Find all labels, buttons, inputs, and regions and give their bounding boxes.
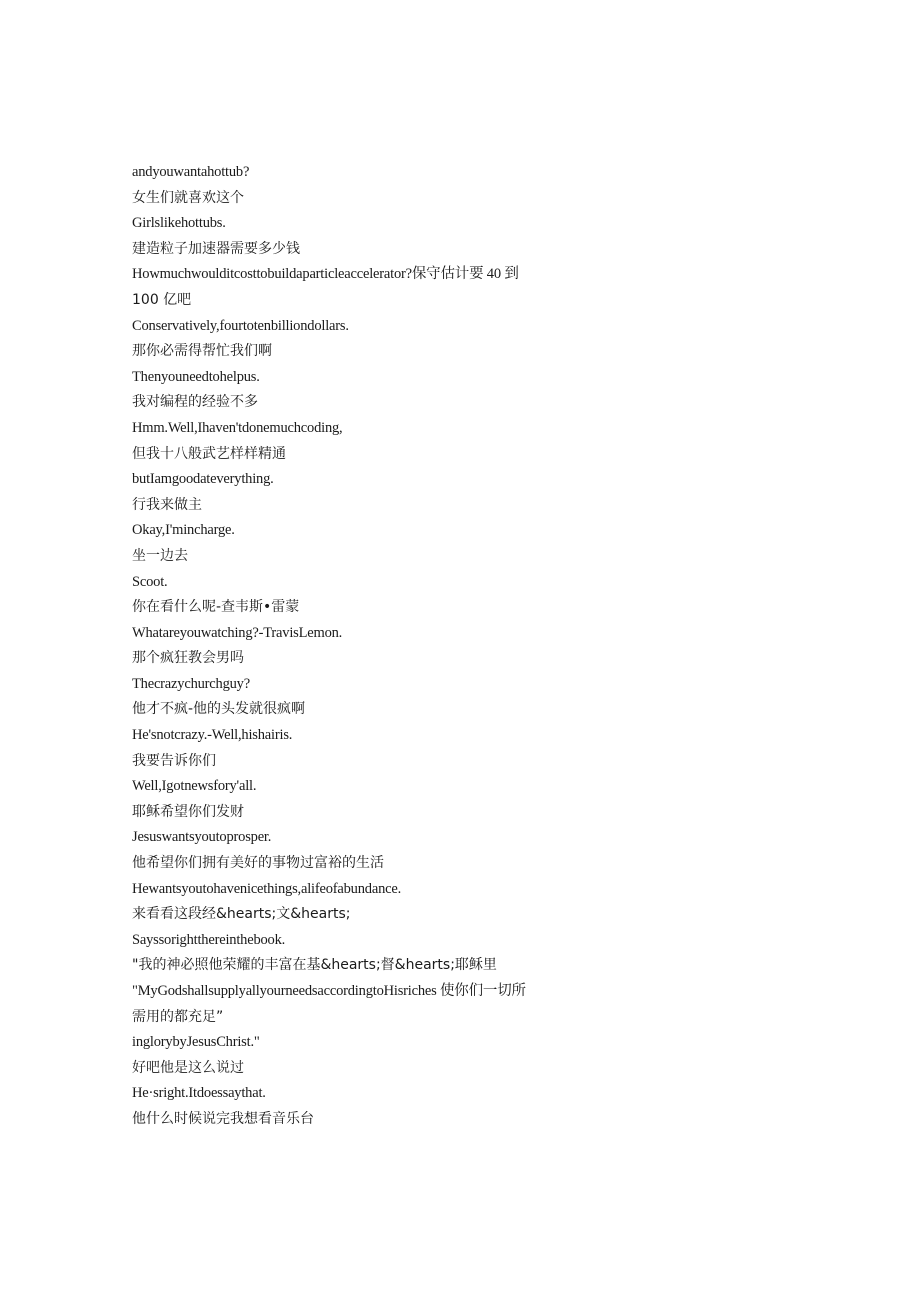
subtitle-line: Thenyouneedtohelpus.	[132, 368, 260, 385]
subtitle-line: 需用的都充足”	[132, 1008, 224, 1025]
subtitle-line: Scoot.	[132, 573, 168, 590]
subtitle-line: 他希望你们拥有美好的事物过富裕的生活	[132, 855, 384, 872]
subtitle-line: 耶稣希望你们发财	[132, 803, 244, 820]
subtitle-line: 坐一边去	[132, 547, 188, 564]
subtitle-line: 好吧他是这么说过	[132, 1059, 244, 1076]
subtitle-line: 我要告诉你们	[132, 752, 216, 769]
subtitle-line: He'snotcrazy.-Well,hishairis.	[132, 727, 293, 744]
subtitle-line: andyouwantahottub?	[132, 164, 250, 180]
subtitle-line: 那你必需得帮忙我们啊	[132, 343, 272, 360]
subtitle-line: 女生们就喜欢这个	[132, 189, 244, 206]
subtitle-line: inglorybyJesusChrist."	[132, 1034, 260, 1051]
subtitle-line: 他什么时候说完我想看音乐台	[132, 1110, 314, 1127]
subtitle-line: Hewantsyoutohavenicethings,alifeofabundance.	[132, 880, 402, 897]
subtitle-line: Conservatively,fourtotenbilliondollars.	[132, 317, 349, 334]
subtitle-line: Jesuswantsyoutoprosper.	[132, 829, 272, 846]
subtitle-line: 他才不疯-他的头发就很疯啊	[132, 701, 306, 718]
subtitle-line: 我对编程的经验不多	[132, 394, 258, 411]
document-body	[132, 160, 602, 1133]
subtitle-line: Howmuchwoulditcosttobuildaparticleaccelerator?保守估计要 40 到	[132, 266, 519, 283]
subtitle-line: He·sright.Itdoessaythat.	[132, 1085, 266, 1102]
subtitle-line: 行我来做主	[132, 496, 202, 513]
subtitle-line: 但我十八般武艺样样精通	[132, 445, 286, 462]
subtitle-line: "我的神必照他荣耀的丰富在基&hearts;督&hearts;耶稣里	[132, 957, 497, 974]
subtitle-line: Thecrazychurchguy?	[132, 675, 250, 692]
subtitle-line: Okay,I'mincharge.	[132, 522, 235, 539]
subtitle-line: "MyGodshallsupplyallyourneedsaccordingtoHisriches 使你们一切所	[132, 983, 526, 999]
subtitle-line: Whatareyouwatching?-TravisLemon.	[132, 624, 343, 641]
subtitle-line: 100 亿吧	[132, 291, 192, 308]
subtitle-line: Well,Igotnewsfory'all.	[132, 778, 257, 795]
subtitle-line: 那个疯狂教会男吗	[132, 650, 244, 667]
subtitle-line: Hmm.Well,Ihaven'tdonemuchcoding,	[132, 419, 343, 436]
subtitle-line: 建造粒子加速器需要多少钱	[132, 240, 300, 257]
subtitle-line: butIamgoodateverything.	[132, 471, 274, 488]
subtitle-line: Sayssorightthereinthebook.	[132, 931, 286, 948]
subtitle-line: 你在看什么呢-查韦斯•雷蒙	[132, 599, 300, 616]
subtitle-line: Girlslikehottubs.	[132, 215, 226, 232]
subtitle-line: 来看看这段经&hearts;文&hearts;	[132, 906, 351, 923]
